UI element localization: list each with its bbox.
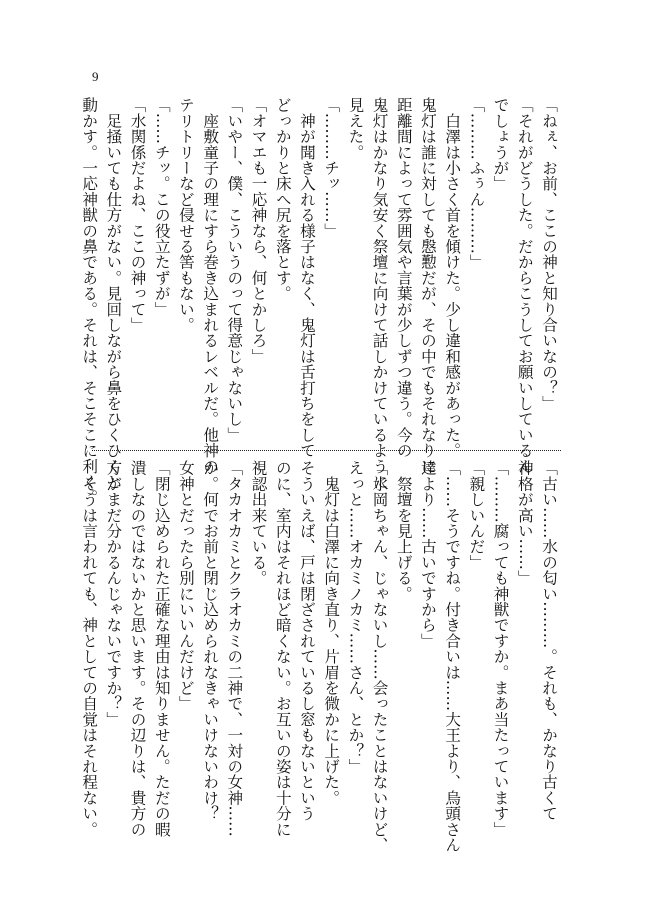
text-line: 「ねぇ、お前、ここの神と知り合いなの？」 [540,97,558,411]
text-line: 女神とだったら別にいいんだけど」 [176,460,195,712]
text-line: 「水岡ちゃん、じゃないし……会ったことはないけど、 [370,460,389,853]
text-line: 潰しなのではないかと思います。その辺りは、貴方の [128,460,147,837]
text-line: 見えた。 [346,97,365,160]
text-line: 「親しいんだ」 [467,460,486,570]
text-line: 「古い……水の匂い………。それも、かなり古くて [540,460,558,822]
page-number: 9 [92,69,99,84]
text-line: 鬼灯はかなり気安く祭壇に向けて話しかけているように [370,97,389,490]
text-line: 「……そうですね。付き合いは……大王より、烏頭さん [443,460,462,853]
text-line: どっかりと床へ尻を落とす。 [273,97,292,302]
text-line: テリトリーなど侵せる筈もない。 [176,97,195,333]
text-line: 足掻いても仕方がない。見回しながら鼻をひくひくと [104,97,123,490]
upper-text-column [80,97,561,506]
text-line: 「タカオカミとクラオカミの二神で、一対の女神…… [225,460,244,837]
text-line: 「いやー、僕、こういうのって得意じゃないし」 [225,97,244,443]
text-line: 距離間によって雰囲気や言葉が少しずつ違う。今の [394,97,413,459]
text-line: 動かす。一応神獣の鼻である。それは、そこそこに利く。 [80,97,99,506]
text-line: 視認出来ている。 [249,460,268,586]
text-line: 「それがどうした。だからこうしてお願いしているん [515,97,534,474]
text-line: でしょうが」 [491,97,510,192]
text-line: のに、室内はそれほど暗くない。お互いの姿は十分に [273,460,292,837]
text-line: 「水関係だよね、ここの神って」 [128,97,147,333]
text-line: 祭壇を見上げる。 [394,460,413,602]
text-line: えっと……オカミノカミ……さん、とか？」 [346,460,365,774]
text-line: 鬼灯は白澤に向き直り、片眉を微かに上げた。 [322,460,341,806]
text-line: 達より……古いですから」 [418,460,437,649]
text-line: 方がまだ分かるんじゃないですか？」 [104,460,123,727]
text-line: そういえば、戸は閉ざされているし窓もないという [297,460,316,822]
text-line: 座敷童子の理にすら巻き込まれるレベルだ。他神の [201,97,220,474]
text-line: 「……チッ。この役立たずが」 [152,97,171,317]
text-line: 「閉じ込められた正確な理由は知りません。ただの暇 [152,460,171,837]
text-line: 白澤は小さく首を傾けた。少し違和感があった。 [443,97,462,459]
text-line: 神が聞き入れる様子はなく、鬼灯は舌打ちをして [297,97,316,459]
text-line: 「オマエも一応神なら、何とかしろ」 [249,97,268,364]
lower-text-column [80,460,561,853]
text-line: 「………チッ……」 [322,97,341,239]
text-line: そうは言われても、神としての自覚はそれ程ない。 [80,460,99,837]
text-line: 鬼灯は誰に対しても慇懃だが、その中でもそれなりに [418,97,437,474]
text-line: か。何でお前と閉じ込められなきゃいけないわけ？ [201,460,220,822]
section-divider [92,450,561,451]
text-line: 「………腐っても神獣ですか。まあ当たっています」 [491,460,510,837]
text-line: 「………ふぅん………」 [467,97,486,270]
text-line: 神格が高い……」 [515,460,534,586]
